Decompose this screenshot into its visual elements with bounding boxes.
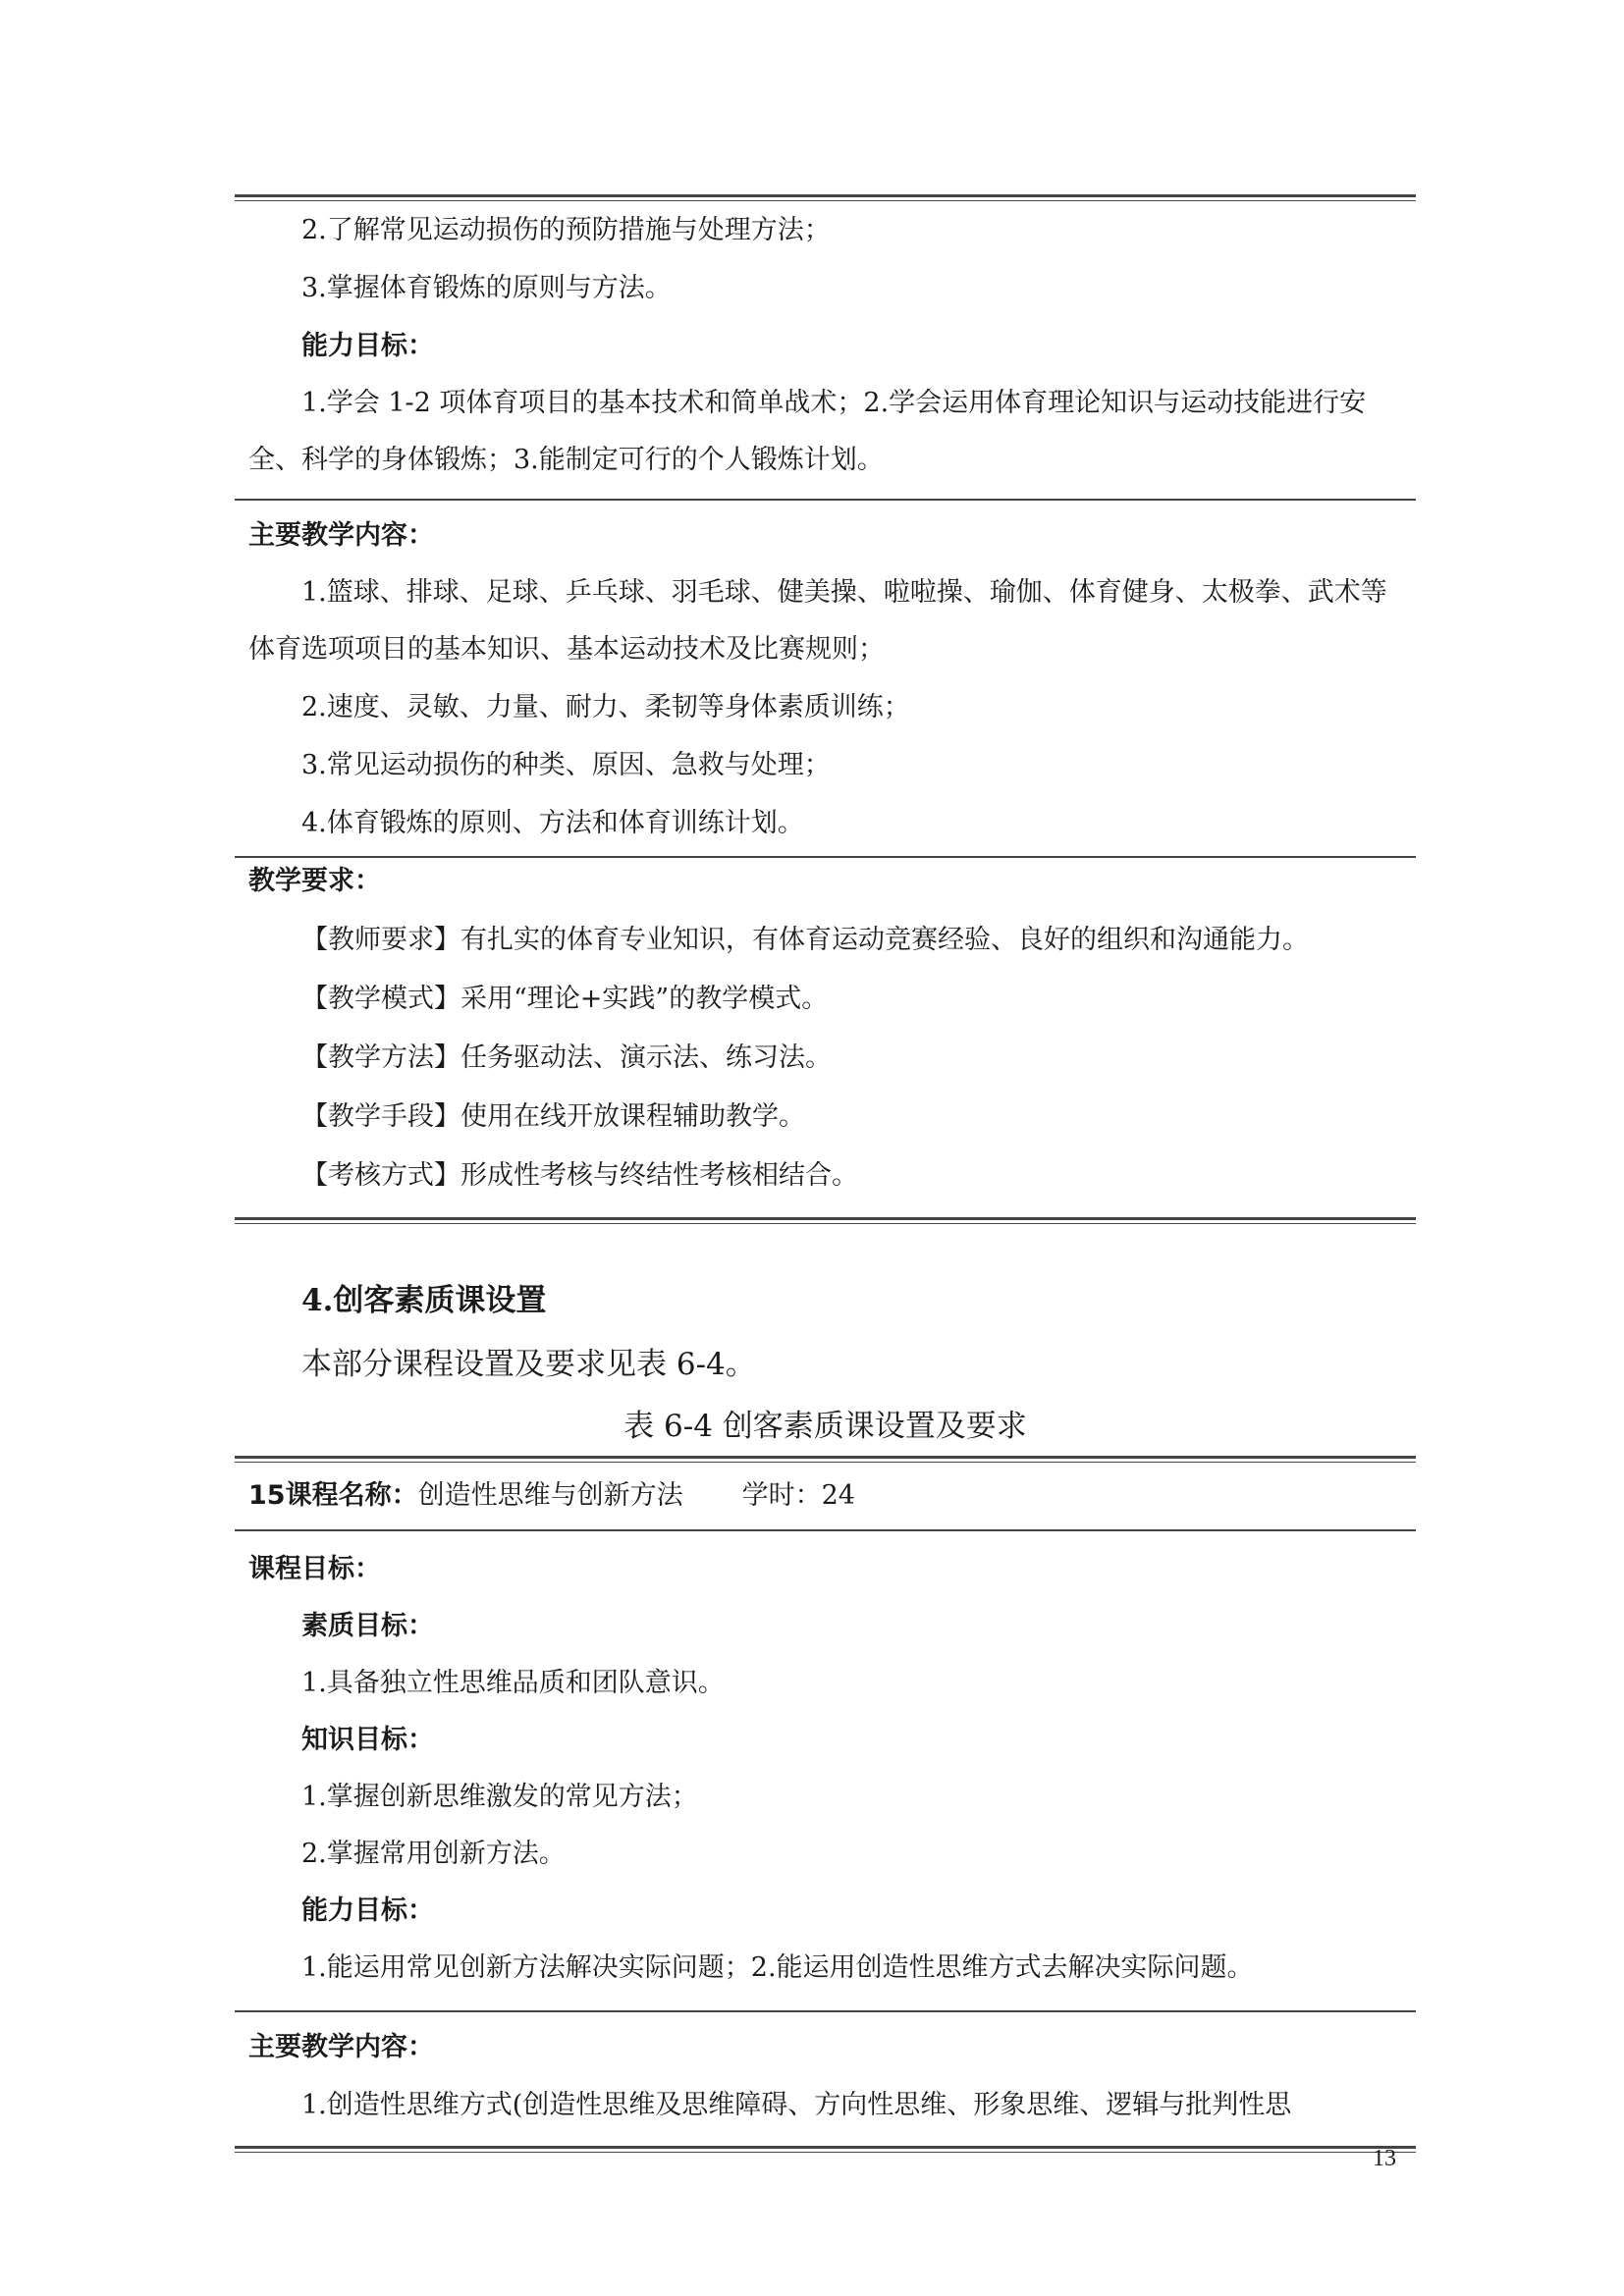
course-header-row bbox=[235, 1463, 1416, 1529]
page-number: 13 bbox=[1373, 2146, 1396, 2171]
course-hours-label: 学时： bbox=[741, 1480, 822, 1511]
course-hours: 24 bbox=[821, 1480, 855, 1511]
requirement-assessment: 【考核方式】形成性考核与终结性考核相结合。 bbox=[301, 1160, 858, 1191]
course-number: 15 bbox=[248, 1480, 286, 1511]
course-content-item-1: 1.创造性思维方式(创造性思维及思维障碍、方向性思维、形象思维、逻辑与批判性思 bbox=[301, 2090, 1292, 2120]
document-body bbox=[235, 194, 1416, 2153]
row-divider bbox=[235, 499, 1416, 501]
table-top-border bbox=[235, 194, 1416, 201]
ability-heading: 能力目标： bbox=[301, 331, 434, 361]
course-name-label: 课程名称： bbox=[285, 1480, 418, 1511]
section-title: 4.创客素质课设置 bbox=[301, 1283, 547, 1318]
content-heading: 主要教学内容： bbox=[248, 520, 434, 551]
requirement-means: 【教学手段】使用在线开放课程辅助教学。 bbox=[301, 1101, 805, 1132]
content-item-2: 2.速度、灵敏、力量、耐力、柔韧等身体素质训练； bbox=[301, 692, 910, 722]
section-intro: 本部分课程设置及要求见表 6-4。 bbox=[301, 1347, 756, 1382]
ability-goals-heading: 能力目标： bbox=[301, 1896, 434, 1926]
table-top-border bbox=[235, 1456, 1416, 1463]
content-item-3: 3.常见运动损伤的种类、原因、急救与处理； bbox=[301, 750, 831, 780]
knowledge-item-3: 3.掌握体育锻炼的原则与方法。 bbox=[301, 273, 672, 303]
course-knowledge-item-1: 1.掌握创新思维激发的常见方法； bbox=[301, 1782, 698, 1812]
course-content-heading: 主要教学内容： bbox=[248, 2032, 434, 2062]
quality-goals-heading: 素质目标： bbox=[301, 1611, 434, 1641]
requirement-mode: 【教学模式】采用“理论+实践”的教学模式。 bbox=[301, 984, 829, 1014]
content-item-1: 1.篮球、排球、足球、乒乓球、羽毛球、健美操、啦啦操、瑜伽、体育健身、太极拳、武术等体育选项项目的基本知识、基本运动技术及比赛规则； bbox=[248, 577, 1387, 665]
course-knowledge-item-2: 2.掌握常用创新方法。 bbox=[301, 1839, 566, 1869]
requirement-method: 【教学方法】任务驱动法、演示法、练习法。 bbox=[301, 1042, 832, 1073]
requirement-teacher: 【教师要求】有扎实的体育专业知识，有体育运动竞赛经验、良好的组织和沟通能力。 bbox=[301, 925, 1309, 955]
table-bottom-border bbox=[235, 2146, 1416, 2153]
row-divider bbox=[235, 2010, 1416, 2012]
row-divider bbox=[235, 1529, 1416, 1531]
content-item-4: 4.体育锻炼的原则、方法和体育训练计划。 bbox=[301, 808, 804, 838]
course-name: 创造性思维与创新方法 bbox=[417, 1480, 683, 1511]
knowledge-goals-heading: 知识目标： bbox=[301, 1725, 434, 1755]
ability-text: 1.学会 1-2 项体育项目的基本技术和简单战术；2.学会运用体育理论知识与运动技能进行安全、科学的身体锻炼；3.能制定可行的个人锻炼计划。 bbox=[248, 388, 1367, 475]
table-bottom-border bbox=[235, 1217, 1416, 1224]
quality-item-1: 1.具备独立性思维品质和团队意识。 bbox=[301, 1668, 725, 1698]
course-goals-heading: 课程目标： bbox=[248, 1554, 381, 1584]
knowledge-item-2: 2.了解常见运动损伤的预防措施与处理方法； bbox=[301, 215, 831, 245]
requirements-heading: 教学要求： bbox=[248, 866, 381, 896]
table-caption: 表 6-4 创客素质课设置及要求 bbox=[623, 1409, 1027, 1444]
row-divider bbox=[235, 856, 1416, 858]
course-ability-item-1: 1.能运用常见创新方法解决实际问题；2.能运用创造性思维方式去解决实际问题。 bbox=[301, 1952, 1254, 1983]
